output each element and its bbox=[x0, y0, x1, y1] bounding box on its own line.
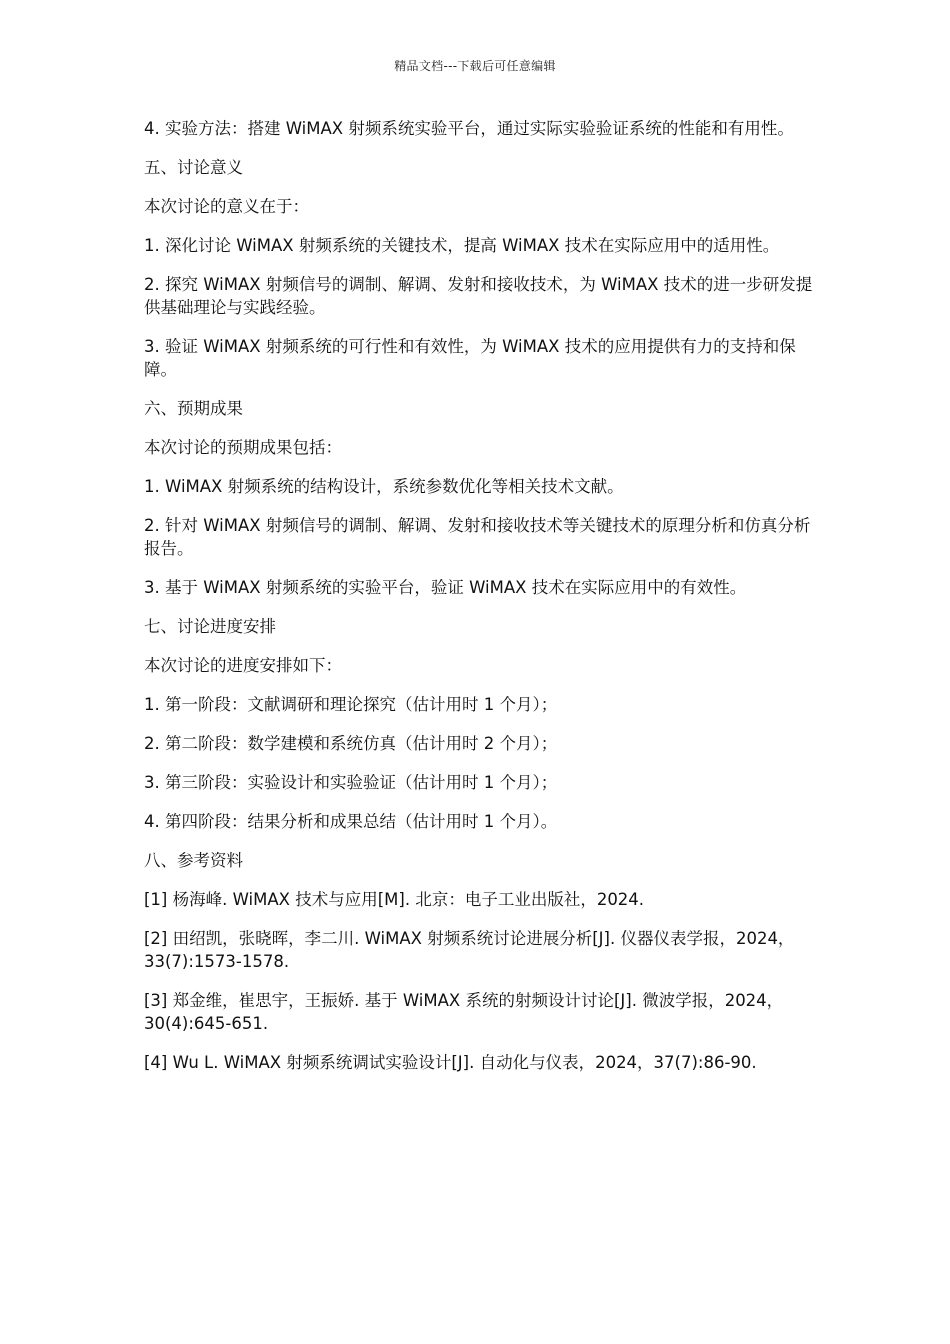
significance-intro: 本次讨论的意义在于： bbox=[144, 197, 309, 216]
outcome-item-1: 1. WiMAX 射频系统的结构设计，系统参数优化等相关技术文献。 bbox=[144, 477, 624, 496]
section-heading-significance: 五、讨论意义 bbox=[144, 158, 243, 177]
reference-2: [2] 田绍凯，张晓晖，李二川. WiMAX 射频系统讨论进展分析[J]. 仪器仪表学报，2024，33(7):1573-1578. bbox=[144, 929, 795, 971]
reference-3: [3] 郑金维，崔思宇，王振娇. 基于 WiMAX 系统的射频设计讨论[J]. 微波学报，2024，30(4):645-651. bbox=[144, 991, 784, 1033]
section-heading-references: 八、参考资料 bbox=[144, 851, 243, 870]
section-heading-outcomes: 六、预期成果 bbox=[144, 399, 243, 418]
schedule-item-1: 1. 第一阶段：文献调研和理论探究（估计用时 1 个月）； bbox=[144, 695, 558, 714]
outcome-item-3: 3. 基于 WiMAX 射频系统的实验平台，验证 WiMAX 技术在实际应用中的有效性。 bbox=[144, 578, 747, 597]
schedule-item-2: 2. 第二阶段：数学建模和系统仿真（估计用时 2 个月）； bbox=[144, 734, 558, 753]
reference-4: [4] Wu L. WiMAX 射频系统调试实验设计[J]. 自动化与仪表，2024，37(7):86-90. bbox=[144, 1053, 757, 1072]
page-header: 精品文档---下载后可任意编辑 bbox=[394, 59, 556, 73]
schedule-item-3: 3. 第三阶段：实验设计和实验验证（估计用时 1 个月）； bbox=[144, 773, 558, 792]
outcome-item-2: 2. 针对 WiMAX 射频信号的调制、解调、发射和接收技术等关键技术的原理分析和仿真分析报告。 bbox=[144, 516, 811, 558]
outcomes-intro: 本次讨论的预期成果包括： bbox=[144, 438, 342, 457]
significance-item-2: 2. 探究 WiMAX 射频信号的调制、解调、发射和接收技术，为 WiMAX 技术的进一步研发提供基础理论与实践经验。 bbox=[144, 275, 813, 317]
section-heading-schedule: 七、讨论进度安排 bbox=[144, 617, 276, 636]
method-item-4: 4. 实验方法：搭建 WiMAX 射频系统实验平台，通过实际实验验证系统的性能和有用性。 bbox=[144, 119, 794, 138]
reference-1: [1] 杨海峰. WiMAX 技术与应用[M]. 北京：电子工业出版社，2024. bbox=[144, 890, 645, 909]
schedule-intro: 本次讨论的进度安排如下： bbox=[144, 656, 342, 675]
document-body bbox=[144, 117, 814, 1090]
schedule-item-4: 4. 第四阶段：结果分析和成果总结（估计用时 1 个月）。 bbox=[144, 812, 558, 831]
significance-item-1: 1. 深化讨论 WiMAX 射频系统的关键技术，提高 WiMAX 技术在实际应用中的适用性。 bbox=[144, 236, 780, 255]
significance-item-3: 3. 验证 WiMAX 射频系统的可行性和有效性，为 WiMAX 技术的应用提供有力的支持和保障。 bbox=[144, 337, 796, 379]
